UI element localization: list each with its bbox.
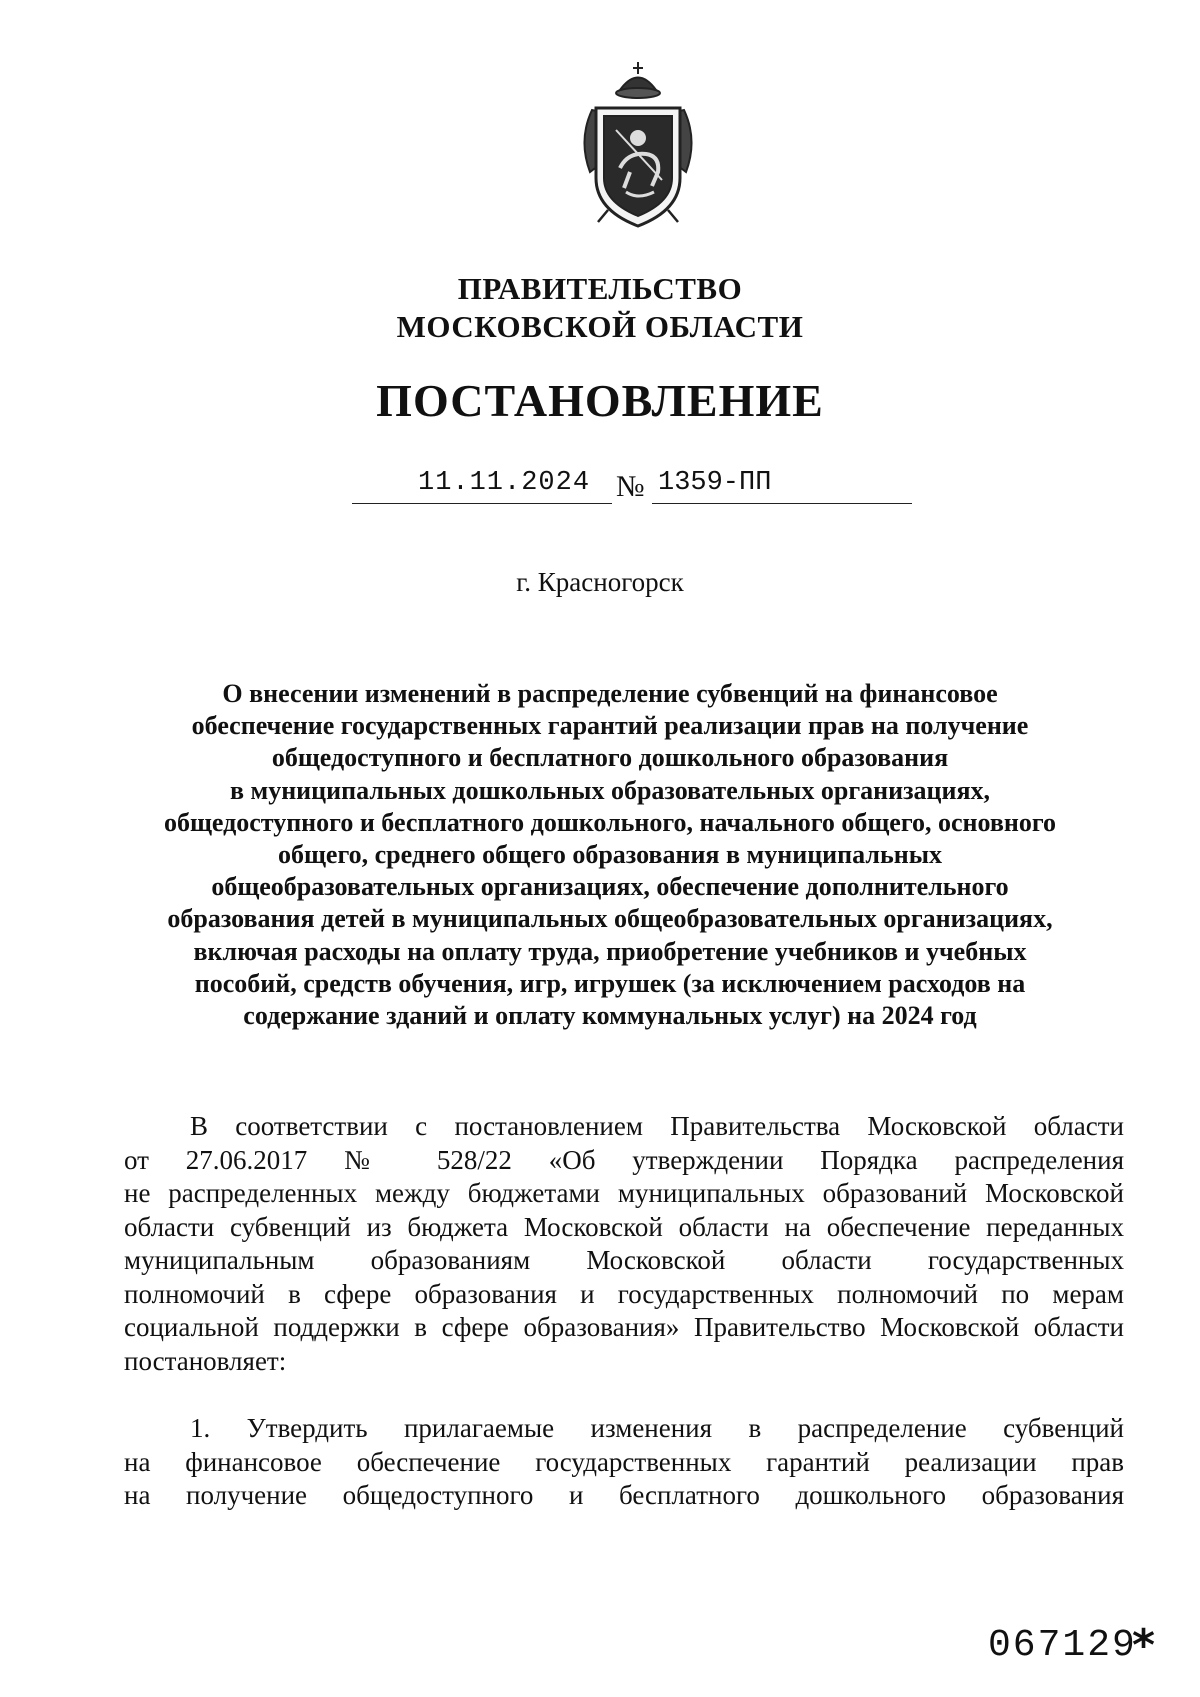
paragraph-line: В соответствии с постановлением Правительства Московской области <box>190 1111 1124 1141</box>
city-name: г. Красногорск <box>516 567 684 597</box>
title-line: общедоступного и бесплатного дошкольного образования <box>271 743 949 773</box>
paragraph-line: постановляет: <box>124 1345 287 1376</box>
title-line: обеспечение государственных гарантий реализации прав на получение <box>191 711 1029 741</box>
document-date: 11.11.2024 <box>418 468 591 498</box>
title-line: общего, среднего общего образования в муниципальных <box>277 840 942 870</box>
title-line: общеобразовательных организациях, обеспечение дополнительного <box>211 872 1009 902</box>
title-line: общедоступного и бесплатного дошкольного, начального общего, основного <box>163 807 1057 837</box>
date-underline <box>352 503 612 504</box>
title-line: образования детей в муниципальных общеобразовательных организациях, <box>167 904 1053 934</box>
document-type: ПОСТАНОВЛЕНИЕ <box>376 375 824 426</box>
title-line: О внесении изменений в распределение субвенций на финансовое <box>222 679 998 708</box>
preamble-paragraph <box>124 1110 1124 1378</box>
title-line: пособий, средств обучения, игр, игрушек (за исключением расходов на <box>194 968 1026 998</box>
paragraph-line: 1. Утвердить прилагаемые изменения в распределение субвенций <box>190 1413 1124 1443</box>
number-sign: № <box>616 470 645 503</box>
paragraph-line: социальной поддержки в сфере образования» Правительство Московской области <box>124 1312 1124 1342</box>
title-line: включая расходы на оплату труда, приобретение учебников и учебных <box>193 936 1027 966</box>
title-line: содержание зданий и оплату коммунальных услуг) на 2024 год <box>243 1001 977 1031</box>
paragraph-line: на финансовое обеспечение государственных гарантий реализации прав <box>124 1446 1124 1477</box>
organization-name-line2: МОСКОВСКОЙ ОБЛАСТИ <box>396 309 804 344</box>
paragraph-line: полномочий в сфере образования и государственных полномочий по мерам <box>124 1278 1124 1309</box>
title-line: в муниципальных дошкольных образовательных организациях, <box>229 775 991 805</box>
organization-name-line1: ПРАВИТЕЛЬСТВО <box>457 271 743 306</box>
paragraph-line: не распределенных между бюджетами муниципальных образований Московской <box>124 1178 1124 1208</box>
document-number: 1359-ПП <box>658 468 772 498</box>
paragraph-line: муниципальным образованиям Московской области государственных <box>124 1245 1124 1275</box>
clause-1-paragraph <box>124 1412 1124 1513</box>
paragraph-line: области субвенций из бюджета Московской области на обеспечение переданных <box>124 1211 1124 1242</box>
paragraph-line: от 27.06.2017 № 528/22 «Об утверждении Порядка распределения <box>124 1144 1124 1175</box>
form-serial-number: 067129 <box>988 1624 1137 1667</box>
document-title <box>110 678 1110 1032</box>
asterisk-mark: * <box>1132 1620 1156 1671</box>
number-underline <box>652 503 912 504</box>
coat-of-arms-icon <box>568 60 708 230</box>
paragraph-line: на получение общедоступного и бесплатного дошкольного образования <box>124 1480 1124 1510</box>
